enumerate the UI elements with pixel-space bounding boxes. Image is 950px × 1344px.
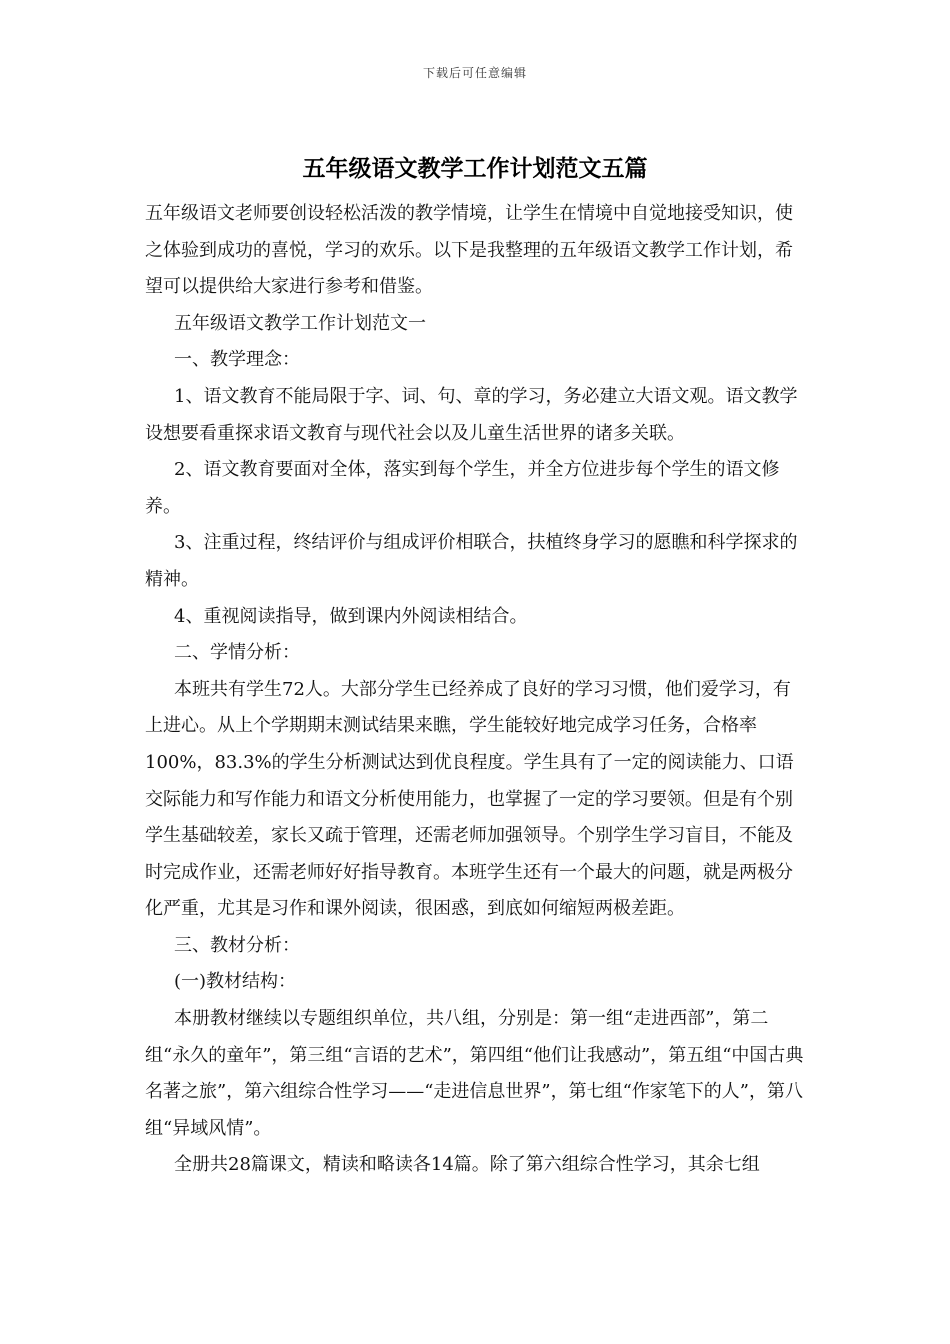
document-title: 五年级语文教学工作计划范文五篇 bbox=[302, 156, 648, 182]
philosophy-item-4: 4、重视阅读指导，做到课内外阅读相结合。 bbox=[174, 605, 528, 627]
heading-textbook-analysis: 三、教材分析： bbox=[174, 934, 300, 956]
philosophy-item-1: 1、语文教育不能局限于字、词、句、章的学习，务必建立大语文观。语文教学设想要看重探求语文教育与现代社会以及儿童生活世界的诸多关联。 bbox=[145, 385, 798, 444]
textbook-lessons-paragraph: 全册共28篇课文，精读和略读各14篇。除了第六组综合性学习，其余七组 bbox=[174, 1154, 760, 1176]
textbook-structure-paragraph: 本册教材继续以专题组织单位，共八组，分别是：第一组“走进西部”，第二组“永久的童年”，第三组“言语的艺术”，第四组“他们让我感动”，第五组“中国古典名著之旅”，第六组综合性学习——“走进信息世界”，第七组“作家笔下的人”，第八组“异域风情”。 bbox=[145, 1008, 804, 1139]
philosophy-item-2: 2、语文教育要面对全体，落实到每个学生，并全方位进步每个学生的语文修养。 bbox=[145, 459, 780, 517]
student-analysis-paragraph: 本班共有学生72人。大部分学生已经养成了良好的学习习惯，他们爱学习，有上进心。从上个学期期末测试结果来瞧，学生能较好地完成学习任务，合格率100%，83.3%的学生分析测试达到优良程度。学生具有了一定的阅读能力、口语交际能力和写作能力和语文分析使用能力，也掌握了一定的学习要领。但是有个别学生基础较差，家长又疏于管理，还需老师加强领导。个别学生学习盲目，不能及时完成作业，还需老师好好指导教育。本班学生还有一个最大的问题，就是两极分化严重，尤其是习作和课外阅读，很困惑，到底如何缩短两极差距。 bbox=[145, 678, 794, 920]
header-note: 下载后可任意编辑 bbox=[422, 66, 527, 80]
intro-paragraph: 五年级语文老师要创设轻松活泼的教学情境，让学生在情境中自觉地接受知识，使之体验到成功的喜悦，学习的欢乐。以下是我整理的五年级语文教学工作计划，希望可以提供给大家进行参考和借鉴。 bbox=[145, 203, 793, 298]
document-body bbox=[145, 196, 805, 1184]
heading-student-analysis: 二、学情分析： bbox=[174, 642, 300, 664]
heading-teaching-philosophy: 一、教学理念： bbox=[174, 349, 300, 371]
subheading-textbook-structure: (一)教材结构： bbox=[174, 971, 297, 993]
philosophy-item-3: 3、注重过程，终结评价与组成评价相联合，扶植终身学习的愿瞧和科学探求的精神。 bbox=[145, 532, 798, 590]
section-heading-plan-one: 五年级语文教学工作计划范文一 bbox=[174, 312, 426, 334]
